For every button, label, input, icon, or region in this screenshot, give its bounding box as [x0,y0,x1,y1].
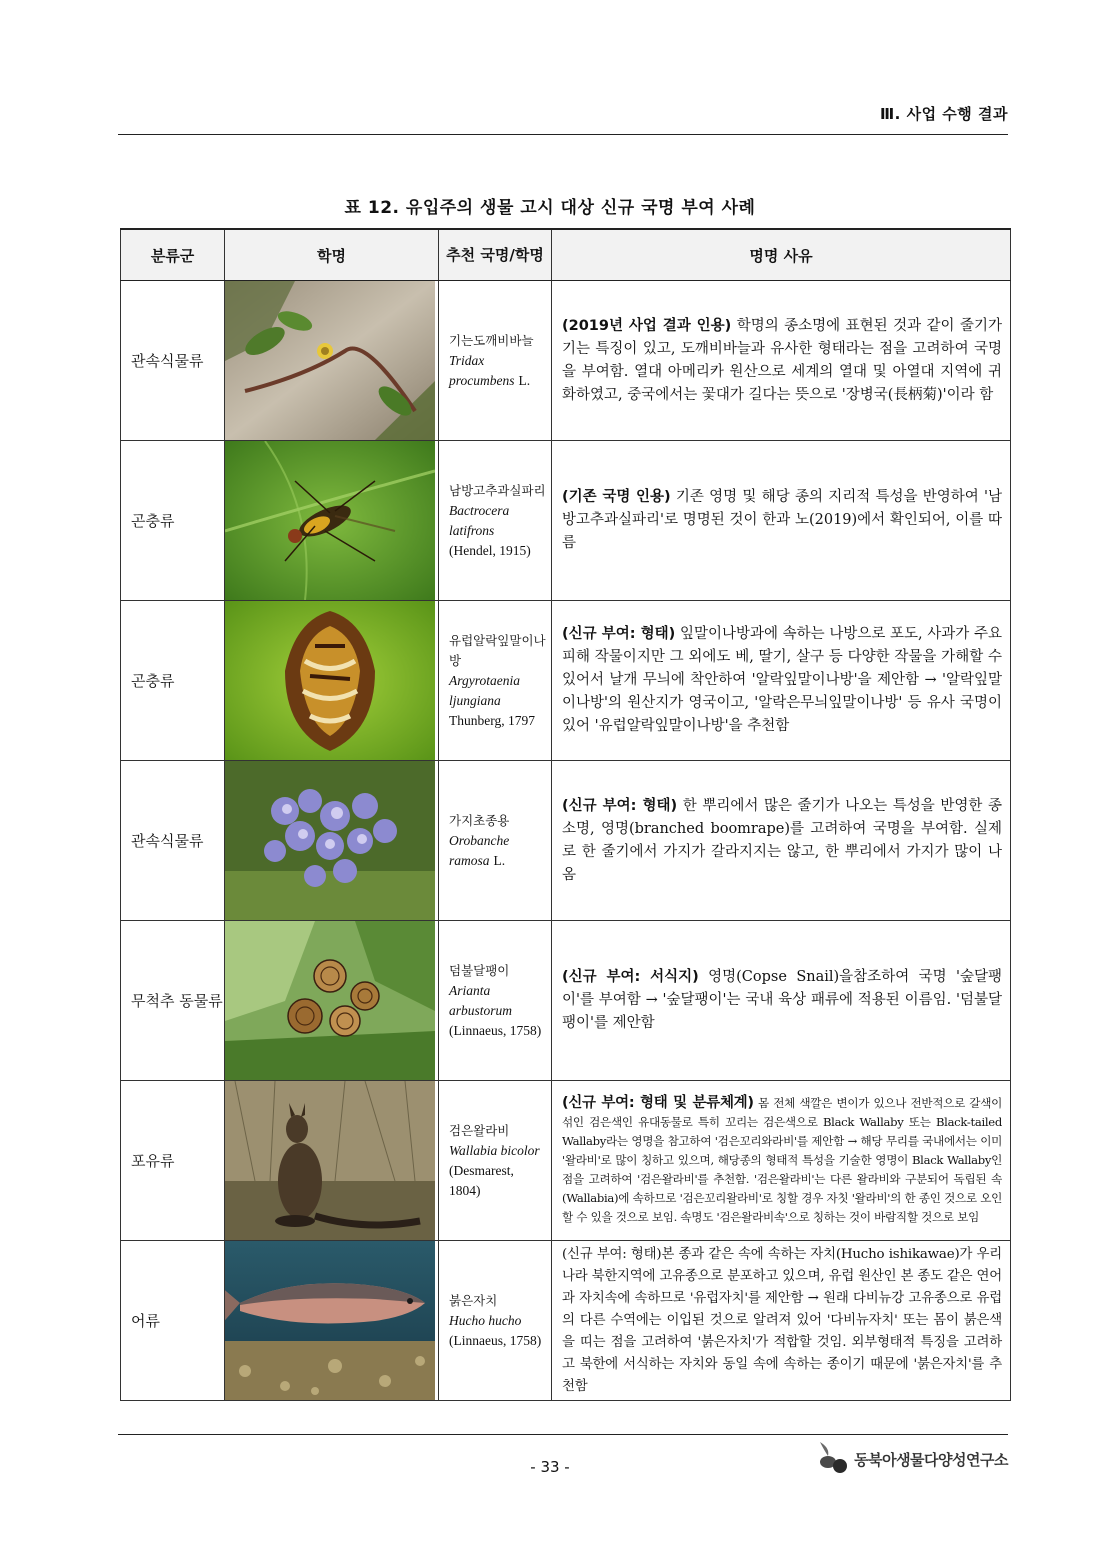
latin-name: Arianta arbustorum [449,982,513,1018]
author: L. [518,372,531,388]
organization-logo-icon [814,1440,850,1478]
latin-name: Argyrotaenia ljungiana [449,672,520,708]
flower-photo [225,761,435,920]
latin-name: Orobanche ramosa [449,832,510,868]
korean-name: 유럽알락잎말이나방 [449,632,546,668]
group-cell: 무척추 동물류 [121,921,225,1081]
photo-cell [225,441,439,601]
recommend-cell [439,281,552,441]
reason-lead: (2019년 사업 결과 인용) [562,317,732,334]
table-row [121,1241,1011,1401]
reason-cell [552,761,1011,921]
reason-cell [552,921,1011,1081]
wallaby-photo [225,1081,435,1240]
species-table [120,228,1011,1401]
reason-lead: (기존 국명 인용) [562,489,671,505]
table-row [121,601,1011,761]
reason-lead: (신규 부여: 형태) [562,797,678,814]
photo-cell [225,761,439,921]
korean-name: 검은왈라비 [449,1122,510,1138]
header-rule [118,134,1008,135]
reason-text: 잎말이나방과에 속하는 나방으로 포도, 사과가 주요 피해 작물이지만 그 외에도 베, 딸기, 살구 등 다양한 작물을 가해할 수 있어서 날개 무늬에 착안하여 '알락잎말이나방'을 제안함 → '알락잎말이나방'의 원산지가 영국이고, '알락은무늬잎말이나방' 등 유사 국명이 있어 '유럽알락잎말이나방'을 추천함 [562,626,1002,734]
group-cell: 관속식물류 [121,281,225,441]
page-number: - 33 - [530,1458,570,1476]
table-row [121,441,1011,601]
group-cell: 어류 [121,1241,225,1401]
reason-cell [552,441,1011,601]
latin-name: Wallabia bicolor [449,1142,540,1158]
table-caption: 표 12. 유입주의 생물 고시 대상 신규 국명 부여 사례 [344,198,756,218]
reason-lead: (신규 부여: 형태 및 분류체계) [562,1095,754,1111]
author: (Linnaeus, 1758) [449,1022,542,1038]
author: Thunberg, 1797 [449,712,535,728]
reason-cell [552,601,1011,761]
header-sciname: 학명 [225,229,439,281]
organization-logo [814,1440,1008,1478]
reason-text: 몸 전체 색깔은 변이가 있으나 전반적으로 갈색이 섞인 검은색인 유대동물로 특히 꼬리는 검은색으로 Black Wallaby 또는 Black-tailed Wallaby라는 영명을 참고하여 '검은꼬리와라비'를 제안함 → 해당 무리를 국내에서는 이미 '왈라비'로 많이 칭하고 있으며, 해당종의 형태적 특성을 기술한 영명이 Black Wallaby인 점을 고려하여 '검은왈라비'를 추천함. '검은왈라비'는 다른 왈라비와 구분되어 독립된 속(Wallabia)에 속하므로 '검은꼬리왈라비'로 칭할 경우 자칫 '왈라비'의 한 종인 것으로 오인 할 수 있을 것으로 보임. 속명도 '검은왈라비속'으로 칭하는 것이 바람직할 것으로 보임 [562,1096,1002,1224]
header-group: 분류군 [121,229,225,281]
reason-text: (신규 부여: 형태)본 종과 같은 속에 속하는 자치(Hucho ishikawae)가 우리나라 북한지역에 고유종으로 분포하고 있으며, 유럽 원산인 본 종도 같은 연어과 자치속에 속하므로 '유럽자치'를 제안함 → 원래 다비뉴강 고유종으로 유럽의 다른 수역에는 이입된 것으로 알려져 있어 '다비뉴자치' 또는 몸이 붉은색을 띠는 점을 고려하여 '붉은자치'가 적합할 것임. 외부형태적 특징을 고려하고 북한에 서식하는 자치와 동일 속에 속하는 종이기 때문에 '붉은자치'를 추천함 [562,1246,1002,1394]
fish-photo [225,1241,435,1400]
korean-name: 붉은자치 [449,1292,498,1308]
reason-cell [552,1081,1011,1241]
table-row [121,761,1011,921]
moth-photo [225,601,435,760]
photo-cell [225,601,439,761]
plant-photo [225,281,435,440]
korean-name: 기는도깨비바늘 [449,332,534,348]
table-row [121,1081,1011,1241]
reason-lead: (신규 부여: 형태) [562,626,676,642]
group-cell: 곤충류 [121,441,225,601]
author: (Linnaeus, 1758) [449,1332,542,1348]
korean-name: 가지초종용 [449,812,510,828]
reason-text: 기존 영명 및 해당 종의 지리적 특성을 반영하여 '남방고추과실파리'로 명명된 것이 한과 노(2019)에서 확인되어, 이를 따름 [562,489,1002,551]
group-cell: 곤충류 [121,601,225,761]
korean-name: 남방고추과실파리 [449,482,546,498]
table-row [121,921,1011,1081]
recommend-cell [439,441,552,601]
recommend-cell [439,1081,552,1241]
recommend-cell [439,761,552,921]
reason-cell [552,281,1011,441]
section-title: Ⅲ. 사업 수행 결과 [880,105,1008,123]
group-cell: 관속식물류 [121,761,225,921]
recommend-cell [439,921,552,1081]
reason-text: 학명의 종소명에 표현된 것과 같이 줄기가 기는 특징이 있고, 도깨비바늘과 유사한 형태라는 점을 고려하여 국명을 부여함. 열대 아메리카 원산으로 세계의 열대 및 아열대 지역에 귀화하였고, 중국에서는 꽃대가 길다는 뜻으로 '장병국(長柄菊)'이라 함 [562,317,1002,403]
fly-photo [225,441,435,600]
table-header-row [121,229,1011,281]
footer-rule [118,1434,1008,1435]
reason-text: 영명(Copse Snail)을참조하여 국명 '숲달팽이'를 부여함 → '숲달팽이'는 국내 육상 패류에 적용된 이름임. '덤불달팽이'를 제안함 [562,969,1002,1031]
recommend-cell [439,601,552,761]
latin-name: Bactrocera latifrons [449,502,510,538]
korean-name: 덤불달팽이 [449,962,510,978]
group-cell: 포유류 [121,1081,225,1241]
organization-name: 동북아생물다양성연구소 [854,1450,1008,1469]
reason-cell [552,1241,1011,1401]
photo-cell [225,281,439,441]
snail-photo [225,921,435,1080]
photo-cell [225,921,439,1081]
photo-cell [225,1081,439,1241]
table-row [121,281,1011,441]
author: L. [493,852,506,868]
header-recommend: 추천 국명/학명 [439,229,552,281]
latin-name: Tridax procumbens [449,352,515,388]
recommend-cell [439,1241,552,1401]
latin-name: Hucho hucho [449,1312,522,1328]
header-reason: 명명 사유 [552,229,1011,281]
photo-cell [225,1241,439,1401]
author: (Hendel, 1915) [449,542,531,558]
reason-text: 한 뿌리에서 많은 줄기가 나오는 특성을 반영한 종소명, 영명(branched boomrape)를 고려하여 국명을 부여함. 실제로 한 줄기에서 가지가 갈라지지는 않고, 한 뿌리에서 가지가 많이 나옴 [562,797,1002,883]
reason-lead: (신규 부여: 서식지) [562,969,699,985]
author: (Desmarest, 1804) [449,1162,514,1198]
